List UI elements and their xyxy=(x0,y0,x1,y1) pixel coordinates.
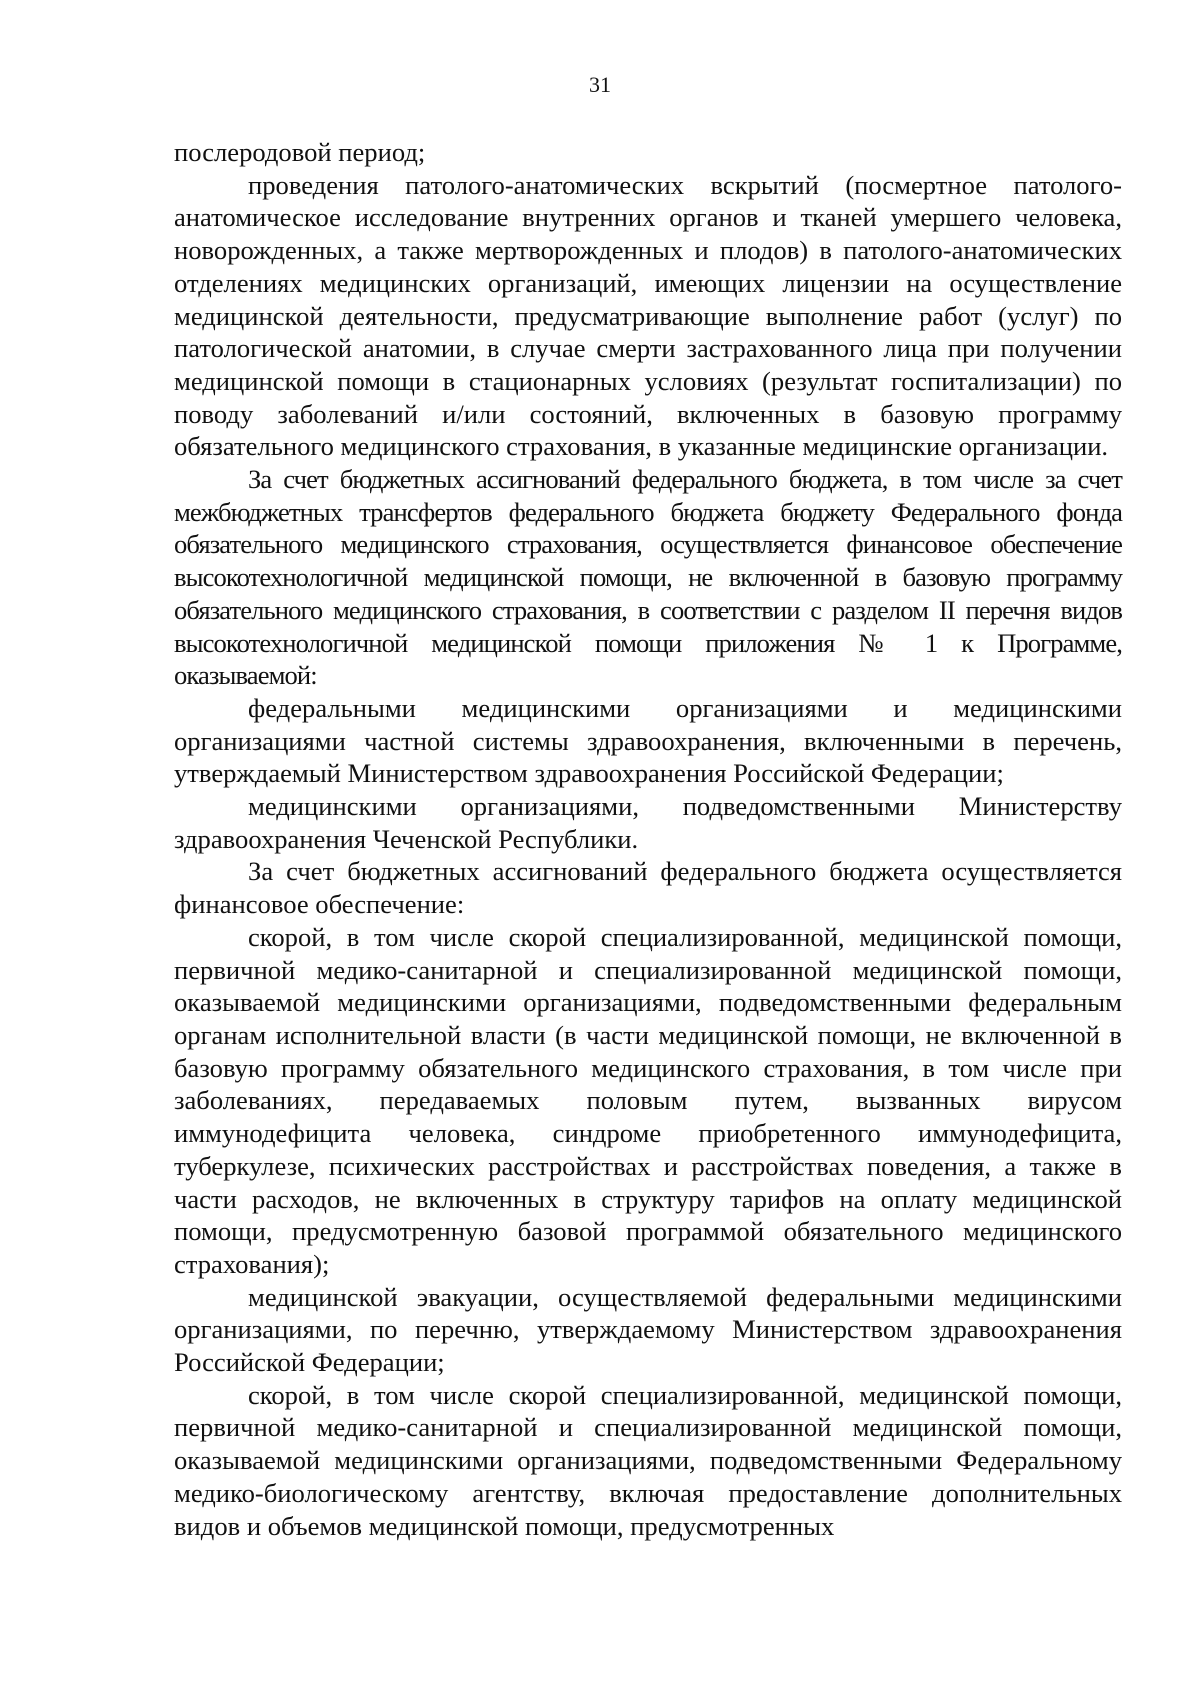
paragraph: За счет бюджетных ассигнований федерального бюджета осуществляется финансовое обеспечение: xyxy=(174,856,1122,920)
paragraph: За счет бюджетных ассигнований федерального бюджета, в том числе за счет межбюджетных трансфертов федерального бюджета бюджету Федерального фонда обязательного медицинского страхования, осуществляется финансовое обеспечение высокотехнологичной медицинской помощи, не включенной в базовую программу обязательного медицинского страхования, в соответствии с разделом II перечня видов высокотехнологичной медицинской помощи приложения № 1 к Программе, оказываемой: xyxy=(174,464,1122,691)
paragraph: скорой, в том числе скорой специализированной, медицинской помощи, первичной медико-санитарной и специализированной медицинской помощи, оказываемой медицинскими организациями, подведомственными Федеральному медико-биологическому агентству, включая предоставление дополнительных видов и объемов медицинской помощи, предусмотренных xyxy=(174,1379,1122,1541)
paragraph: медицинскими организациями, подведомственными Министерству здравоохранения Чеченской Республики. xyxy=(174,791,1122,854)
paragraph: послеродовой период; xyxy=(174,137,426,167)
page-number: 31 xyxy=(589,72,611,97)
paragraph: медицинской эвакуации, осуществляемой федеральными медицинскими организациями, по перечню, утверждаемому Министерством здравоохранения Российской Федерации; xyxy=(174,1281,1122,1378)
paragraph: проведения патолого-анатомических вскрытий (посмертное патолого-анатомическое исследование внутренних органов и тканей умершего человека, новорожденных, а также мертворожденных и плодов) в патолого-анатомических отделениях медицинских организаций, имеющих лицензии на осуществление медицинской деятельности, предусматривающие выполнение работ (услуг) по патологической анатомии, в случае смерти застрахованного лица при получении медицинской помощи в стационарных условиях (результат госпитализации) по поводу заболеваний и/или состояний, включенных в базовую программу обязательного медицинского страхования, в указанные медицинские организации. xyxy=(174,169,1122,462)
paragraph: скорой, в том числе скорой специализированной, медицинской помощи, первичной медико-санитарной и специализированной медицинской помощи, оказываемой медицинскими организациями, подведомственными федеральным органам исполнительной власти (в части медицинской помощи, не включенной в базовую программу обязательного медицинского страхования, в том числе при заболеваниях, передаваемых половым путем, вызванных вирусом иммунодефицита человека, синдроме приобретенного иммунодефицита, туберкулезе, психических расстройствах и расстройствах поведения, а также в части расходов, не включенных в структуру тарифов на оплату медицинской помощи, предусмотренную базовой программой обязательного медицинского страхования); xyxy=(174,921,1122,1279)
paragraph: федеральными медицинскими организациями и медицинскими организациями частной системы здравоохранения, включенными в перечень, утверждаемый Министерством здравоохранения Российской Федерации; xyxy=(174,692,1122,789)
document-body xyxy=(174,136,1122,1542)
